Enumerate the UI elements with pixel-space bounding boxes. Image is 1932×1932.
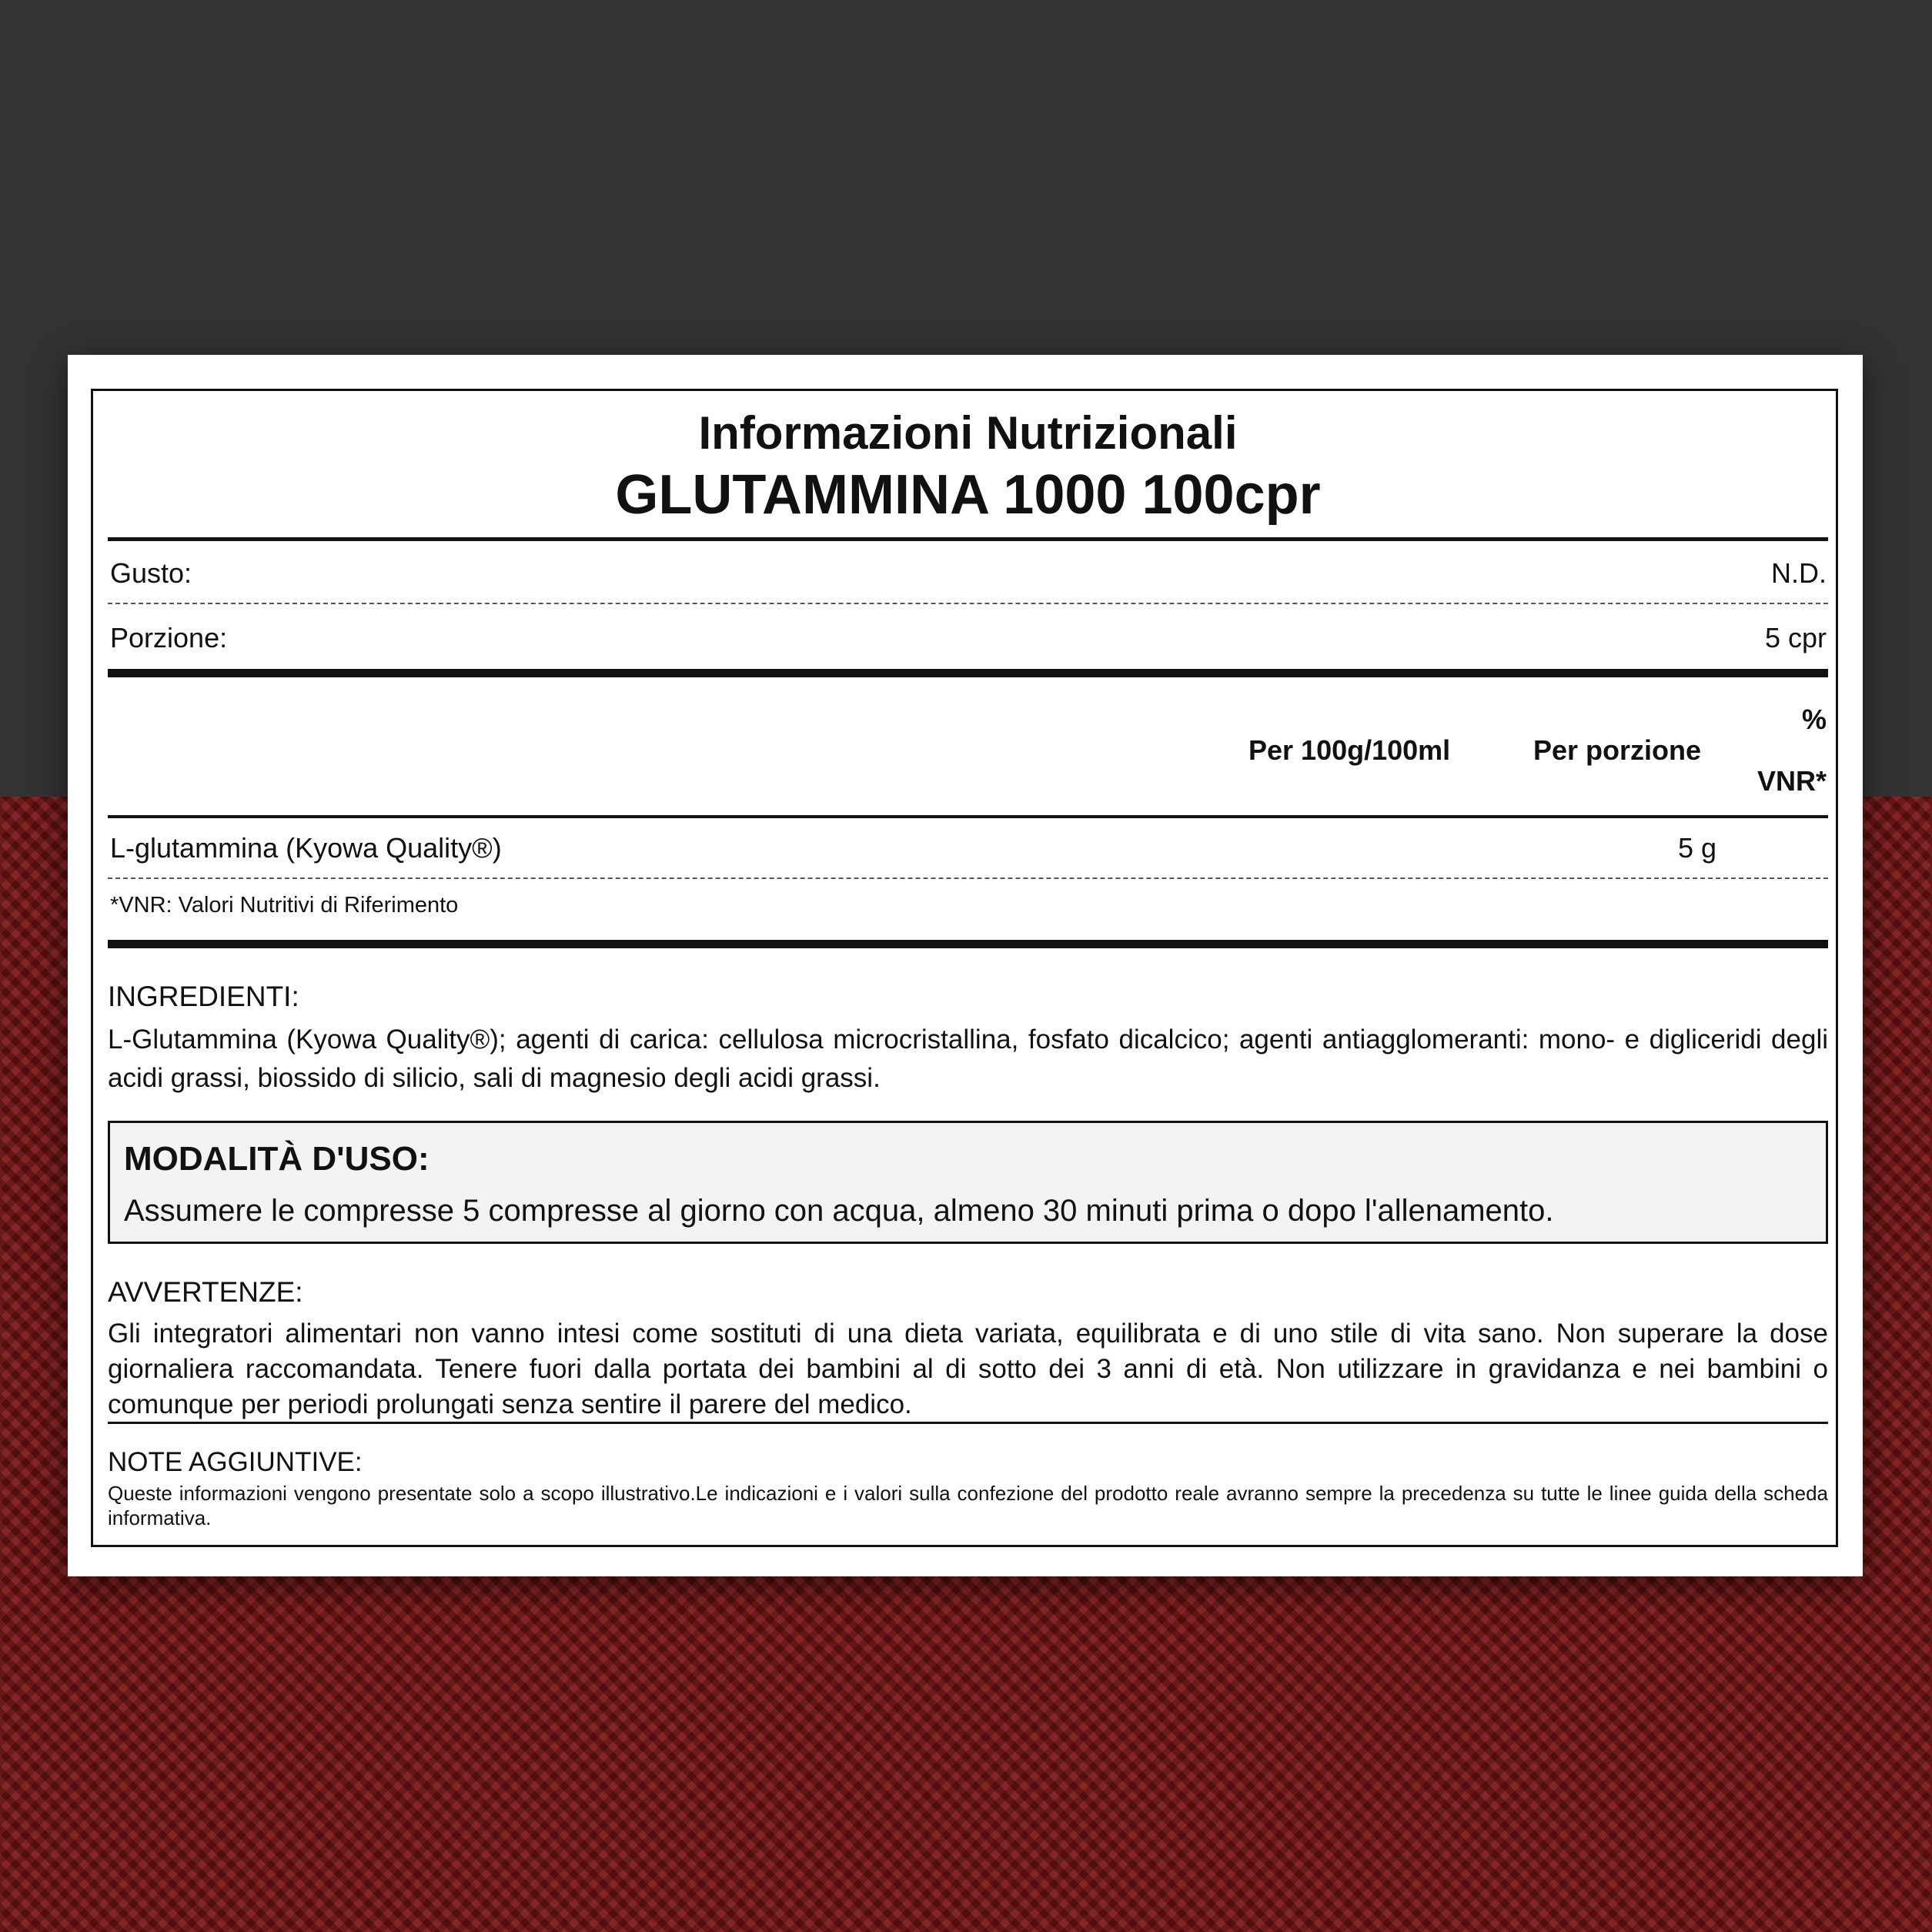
serving-label: Porzione: — [110, 622, 228, 653]
thick-divider — [108, 669, 1828, 677]
row-divider — [108, 877, 1828, 879]
usage-box — [108, 1121, 1828, 1244]
serving-value: 5 cpr — [1764, 622, 1827, 653]
title-divider — [108, 537, 1828, 541]
warnings-text: Gli integratori alimentari non vanno intesi come sostituti di una dieta variata, equilibrata e di uno stile di vita sano. Non superare la dose giornaliera raccomandata. Tenere fuori dalla portata dei bambini al di sotto dei 3 anni di età. Non utilizzare in gravidanza e nei bambini o comunque per periodi prolungati senza sentire il parere del medico. — [108, 1319, 1828, 1419]
table-header-divider — [108, 815, 1828, 818]
ingredients-label: INGREDIENTI: — [108, 981, 299, 1012]
ingredients-text: L-Glutammina (Kyowa Quality®); agenti di carica: cellulosa microcristallina, fosfato dicalcico; agenti antiagglomeranti: mono- e digliceridi degli acidi grassi, biossido di silicio, sali di magnesio degli acidi grassi. — [108, 1024, 1828, 1093]
vnr-footnote: *VNR: Valori Nutritivi di Riferimento — [110, 893, 459, 918]
notes-label: NOTE AGGIUNTIVE: — [108, 1447, 363, 1477]
usage-text: Assumere le compresse 5 compresse al giorno con acqua, almeno 30 minuti prima o dopo l'allenamento. — [124, 1194, 1554, 1228]
nutrient-per-serving: 5 g — [1677, 832, 1716, 864]
header-vnr: VNR* — [1757, 765, 1827, 797]
usage-title: MODALITÀ D'USO: — [124, 1140, 430, 1178]
nutrient-name: L-glutammina (Kyowa Quality®) — [110, 832, 502, 864]
header-vnr-percent: % — [1801, 704, 1827, 735]
warnings-label: AVVERTENZE: — [108, 1276, 303, 1308]
label-heading: Informazioni Nutrizionali — [698, 407, 1238, 459]
warnings-divider — [108, 1422, 1828, 1424]
row-divider — [108, 603, 1828, 604]
header-per100: Per 100g/100ml — [1248, 734, 1451, 766]
thick-divider — [108, 940, 1828, 948]
notes-text: Queste informazioni vengono presentate solo a scopo illustrativo.Le indicazioni e i valori sulla confezione del prodotto reale avranno sempre la precedenza su tutte le linee guida della scheda informativa. — [108, 1482, 1828, 1529]
label-frame — [91, 389, 1838, 1547]
product-name: GLUTAMMINA 1000 100cpr — [615, 464, 1321, 526]
flavor-label: Gusto: — [110, 557, 192, 589]
header-per-serving: Per porzione — [1533, 734, 1702, 766]
nutrition-label-card — [68, 355, 1863, 1576]
flavor-value: N.D. — [1771, 557, 1827, 589]
